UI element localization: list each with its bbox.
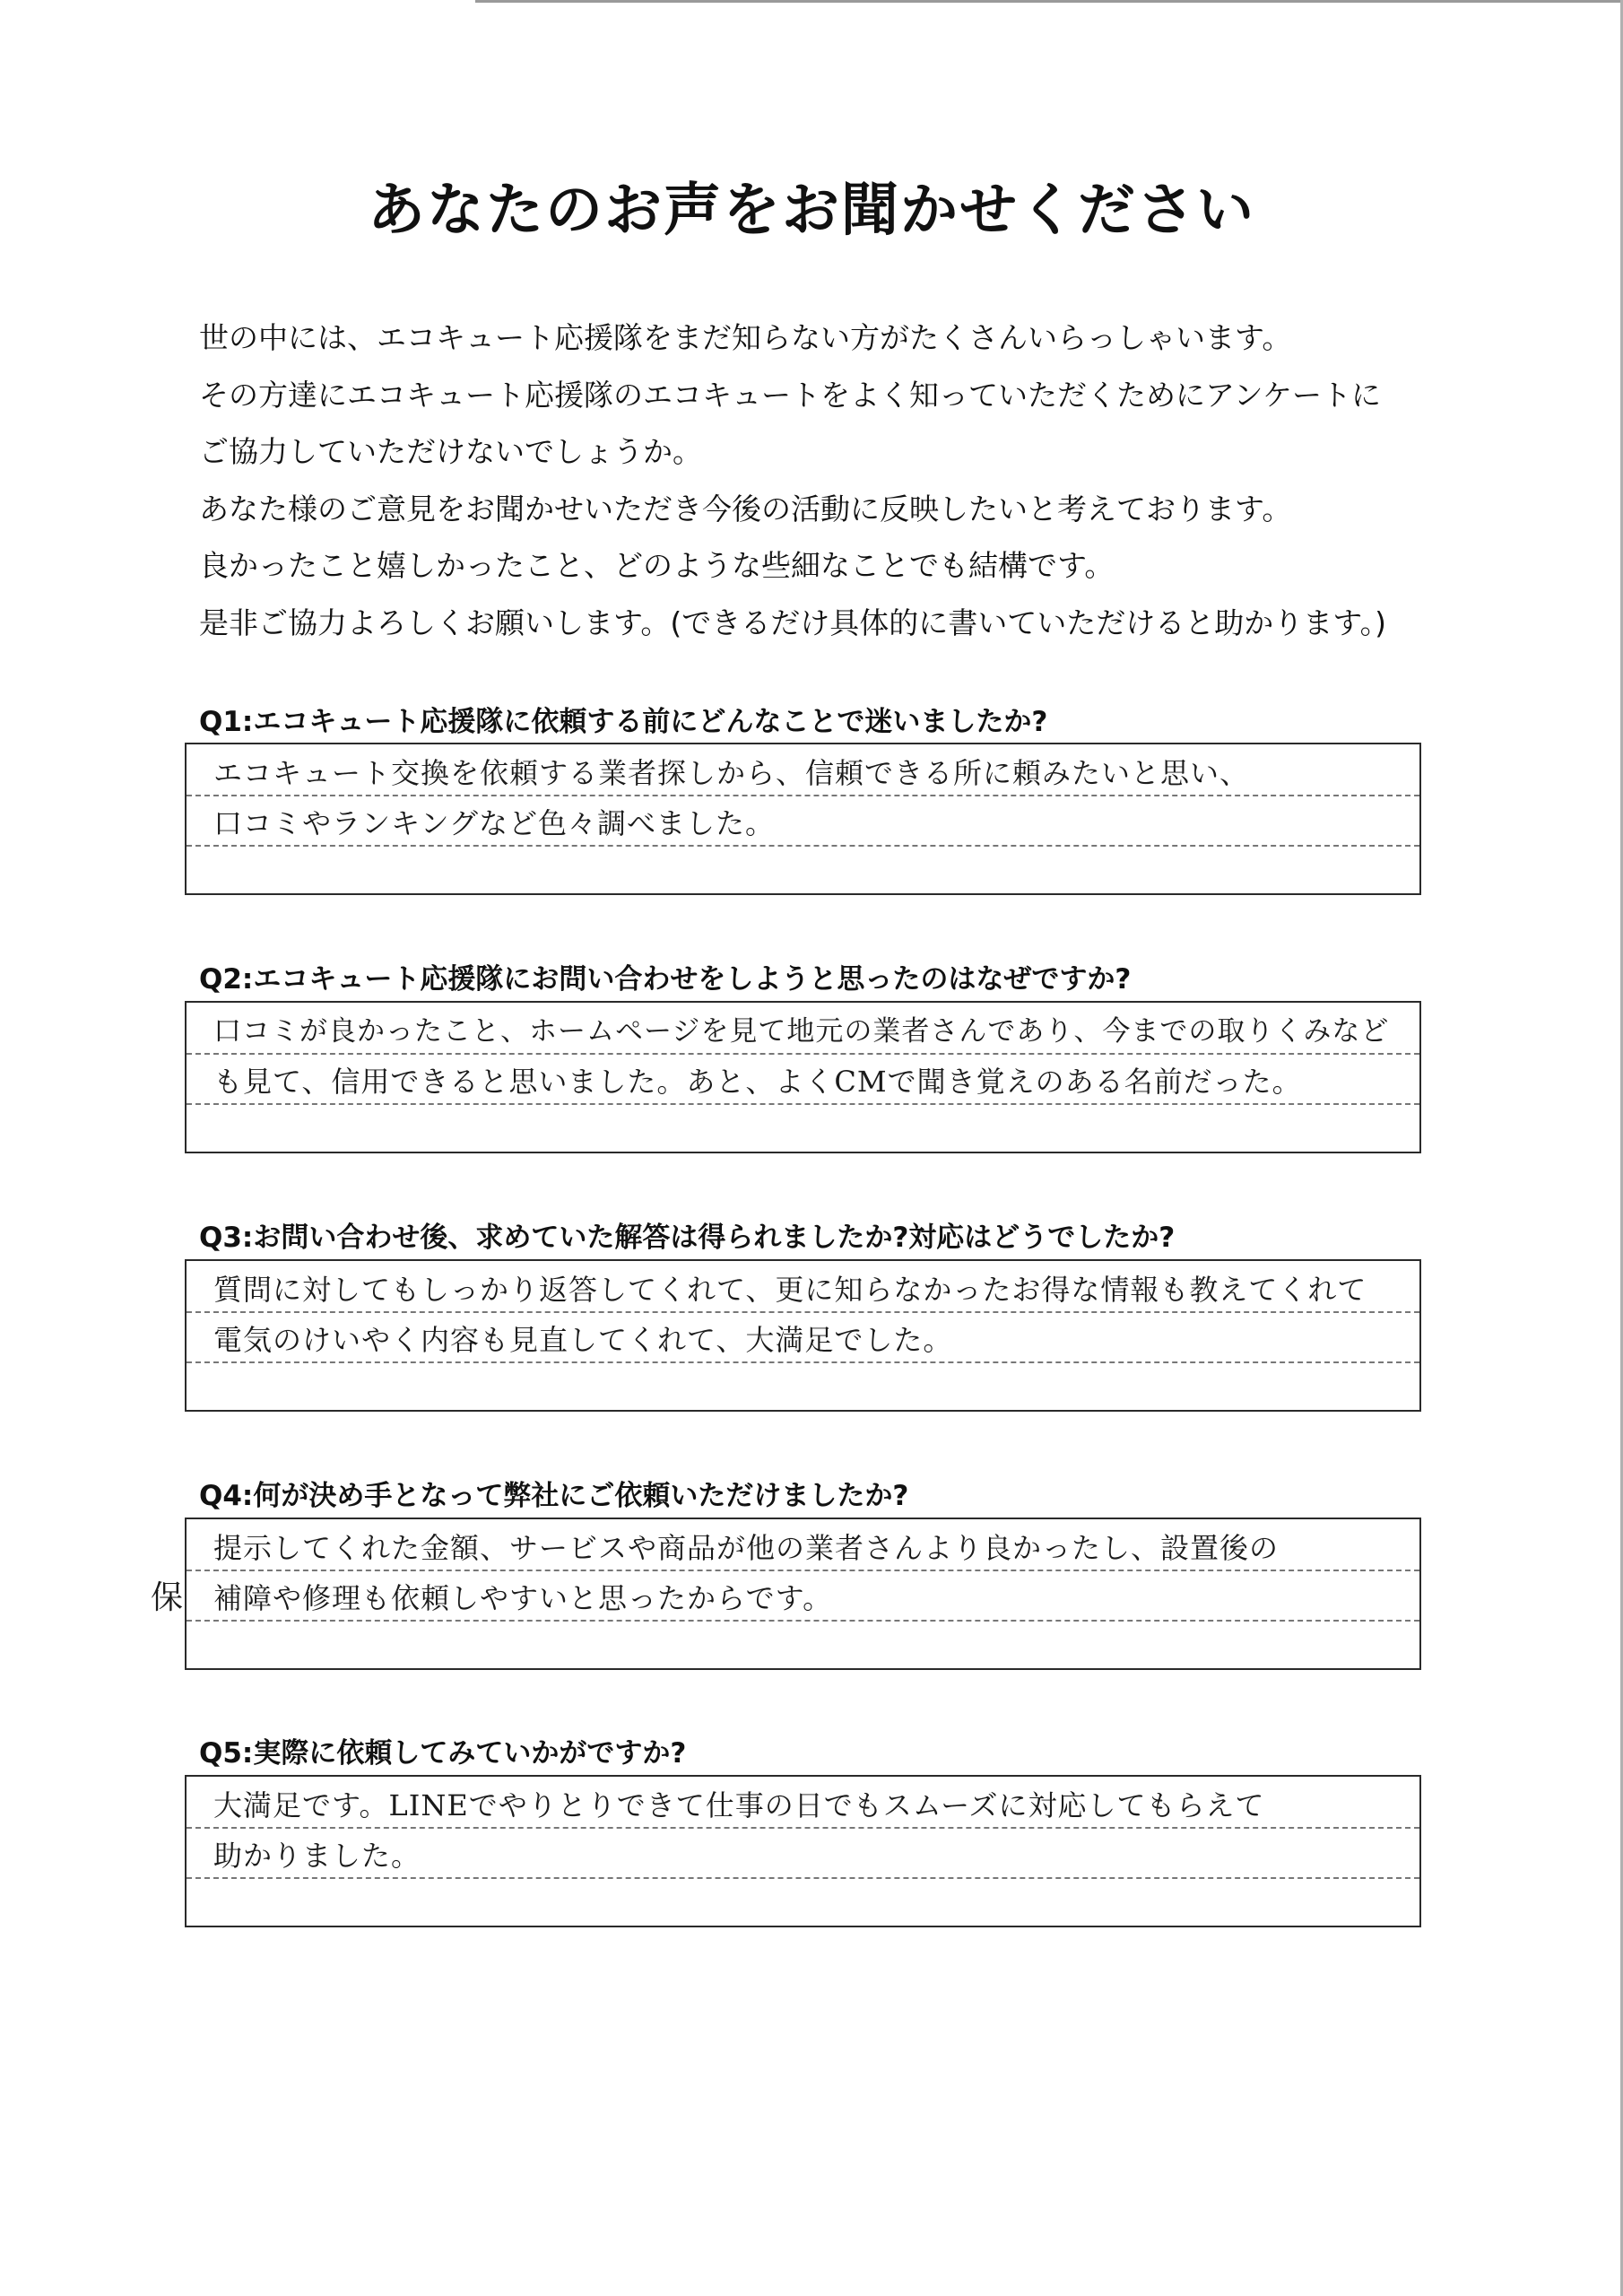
answer-2-line-1: 口コミが良かったこと、ホームページを見て地元の業者さんであり、今までの取りくみなど [213,1015,1390,1048]
answer-5-line-1: 大満足です。LINEでやりとりできて仕事の日でもスムーズに対応してもらえて [213,1788,1265,1822]
answer-rule [187,795,1419,796]
answer-5-line-2: 助かりました。 [213,1839,421,1873]
answer-rule [187,1877,1419,1879]
question-2-label: Q2:エコキュート応援隊にお問い合わせをしようと思ったのはなぜですか? [199,963,1132,996]
question-3-label: Q3:お問い合わせ後、求めていた解答は得られましたか?対応はどうでしたか? [199,1222,1176,1254]
question-1-label: Q1:エコキュート応援隊に依頼する前にどんなことで迷いましたか? [199,706,1048,738]
answer-1-line-2: 口コミやランキングなど色々調べました。 [213,806,776,840]
question-5-label: Q5:実際に依頼してみていかがですか? [199,1737,687,1770]
answer-3-line-1: 質問に対してもしっかり返答してくれて、更に知らなかったお得な情報も教えてくれて [213,1273,1367,1307]
answer-5-box[interactable] [185,1775,1421,1927]
intro-line: 是非ご協力よろしくお願いします。(できるだけ具体的に書いていただけると助かります。) [199,604,1386,640]
answer-4-line-2: 補障や修理も依頼しやすいと思ったからです。 [213,1581,833,1615]
intro-line: ご協力していただけないでしょうか。 [199,434,702,469]
answer-2-box[interactable] [185,1001,1421,1153]
answer-rule [187,1361,1419,1363]
answer-3-box[interactable] [185,1259,1421,1412]
answer-4-line-1: 提示してくれた金額、サービスや商品が他の業者さんより良かったし、設置後の [213,1531,1280,1565]
page-edge-top [475,0,1623,3]
answer-4-margin-char: 保 [151,1579,184,1616]
answer-1-line-1: エコキュート交換を依頼する業者探しから、信頼できる所に頼みたいと思い、 [213,756,1250,790]
answer-rule [187,1570,1419,1571]
answer-rule [187,1827,1419,1829]
question-4-label: Q4:何が決め手となって弊社にご依頼いただけましたか? [199,1480,909,1512]
answer-rule [187,1053,1419,1055]
intro-line: 世の中には、エコキュート応援隊をまだ知らない方がたくさんいらっしゃいます。 [199,320,1292,355]
page-title: あなたのお声をお聞かせください [368,178,1255,244]
intro-line: あなた様のご意見をお聞かせいただき今後の活動に反映したいと考えております。 [199,491,1292,526]
answer-3-line-2: 電気のけいやく内容も見直してくれて、大満足でした。 [213,1323,953,1357]
intro-text [199,309,1490,651]
intro-line: 良かったこと嬉しかったこと、どのような些細なことでも結構です。 [199,548,1115,583]
answer-rule [187,1620,1419,1622]
answer-rule [187,845,1419,847]
intro-line: その方達にエコキュート応援隊のエコキュートをよく知っていただくためにアンケートに [199,377,1382,413]
answer-rule [187,1311,1419,1313]
answer-2-line-2: も見て、信用できると思いました。あと、よくCMで聞き覚えのある名前だった。 [213,1065,1302,1099]
answer-1-box[interactable] [185,743,1421,895]
answer-rule [187,1103,1419,1105]
answer-4-box[interactable] [185,1518,1421,1670]
